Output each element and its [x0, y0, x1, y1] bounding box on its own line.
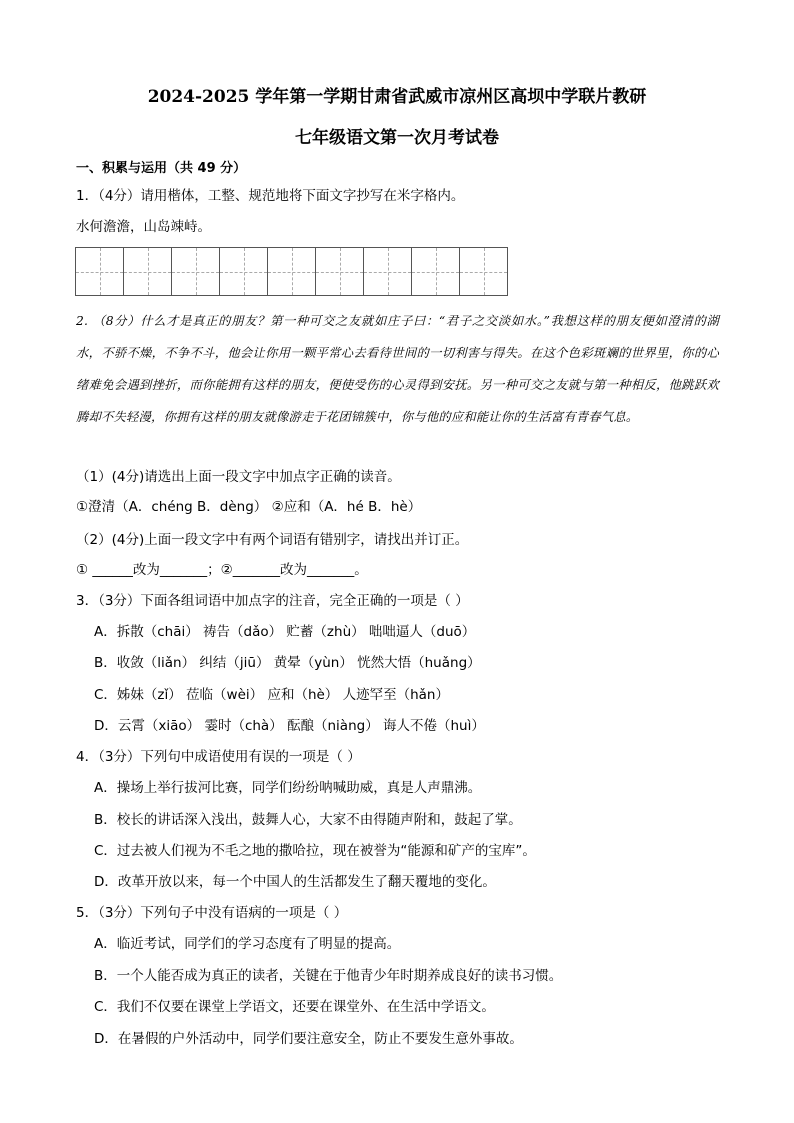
exam-title-line1: 2024-2025 学年第一学期甘肃省武威市凉州区高坝中学联片教研 [147, 87, 647, 107]
q4-stem: 4．（3分）下列句中成语使用有误的一项是（ ） [76, 749, 361, 765]
q2-sub2: （2）(4分)上面一段文字中有两个词语有错别字，请找出并订正。 [76, 532, 469, 548]
q1-stem: 1．（4分）请用楷体，工整、规范地将下面文字抄写在米字格内。 [76, 188, 465, 204]
q2-sub2-blanks: ① ______改为_______；②_______改为_______。 [76, 562, 368, 578]
q4-option-c: C．过去被人们视为不毛之地的撒哈拉，现在被誉为“能源和矿产的宝库”。 [94, 843, 536, 859]
grid-cell [75, 247, 124, 296]
q5-option-c: C．我们不仅要在课堂上学语文，还要在课堂外、在生活中学语文。 [94, 999, 495, 1015]
q5-option-d: D．在暑假的户外活动中，同学们要注意安全，防止不要发生意外事故。 [94, 1031, 523, 1047]
q4-option-a: A．操场上举行拔河比赛，同学们纷纷呐喊助威，真是人声鼎沸。 [94, 780, 482, 796]
grid-cell [411, 247, 460, 296]
q3-option-b: B．收敛（liǎn） 纠结（jiū） 黄晕（yùn） 恍然大悟（huǎng） [94, 655, 481, 671]
q4-option-d: D．改革开放以来，每一个中国人的生活都发生了翻天覆地的变化。 [94, 874, 496, 890]
section-heading: 一、积累与运用（共 49 分） [76, 161, 247, 176]
q2-passage: 2. （8分）什么才是真正的朋友？第一种可交之友就如庄子曰：“君子之交淡如水。”我想这样的朋友便如澄清的湖水，不骄不燥，不争不斗，他会让你用一颗平常心去看待世间的一切利害与得失。在这个色彩斑斓的世界里，你的心绪难免会遇到挫折，而你能拥有这样的朋友，便使受伤的心灵得到安抚。另一种可交之友就与第一种相反，他跳跃欢腾却不失轻漫，你拥有这样的朋友就像游走于花团锦簇中，你与他的应和能让你的生活富有青春气息。 [76, 314, 719, 424]
grid-cell [267, 247, 316, 296]
q2-sub1-options: ①澄清（A．chéng B．dèng） ②应和（A．hé B．hè） [76, 499, 422, 515]
q4-option-b: B．校长的讲话深入浅出，鼓舞人心，大家不由得随声附和，鼓起了掌。 [94, 812, 522, 828]
q3-option-d: D．云霄（xiāo） 霎时（chà） 酝酿（niàng） 诲人不倦（huì） [94, 718, 485, 734]
grid-cell [123, 247, 172, 296]
q3-option-a: A．拆散（chāi） 祷告（dǎo） 贮蓄（zhù） 咄咄逼人（duō） [94, 624, 476, 640]
q5-option-a: A．临近考试，同学们的学习态度有了明显的提高。 [94, 936, 401, 952]
q3-stem: 3．（3分）下面各组词语中加点字的注音，完全正确的一项是（ ） [76, 593, 469, 609]
grid-cell [219, 247, 268, 296]
grid-cell [363, 247, 412, 296]
q2-sub1: （1）(4分)请选出上面一段文字中加点字正确的读音。 [76, 469, 401, 485]
grid-cell [459, 247, 508, 296]
grid-cell [315, 247, 364, 296]
mi-grid [75, 247, 507, 296]
exam-title-line2: 七年级语文第一次月考试卷 [295, 128, 499, 148]
q1-text: 水何澹澹，山岛竦峙。 [76, 219, 211, 235]
grid-cell [171, 247, 220, 296]
q3-option-c: C．姊妹（zǐ） 莅临（wèi） 应和（hè） 人迹罕至（hǎn） [94, 687, 449, 703]
q5-option-b: B．一个人能否成为真正的读者，关键在于他青少年时期养成良好的读书习惯。 [94, 968, 563, 984]
q5-stem: 5．（3分）下列句子中没有语病的一项是（ ） [76, 905, 348, 921]
